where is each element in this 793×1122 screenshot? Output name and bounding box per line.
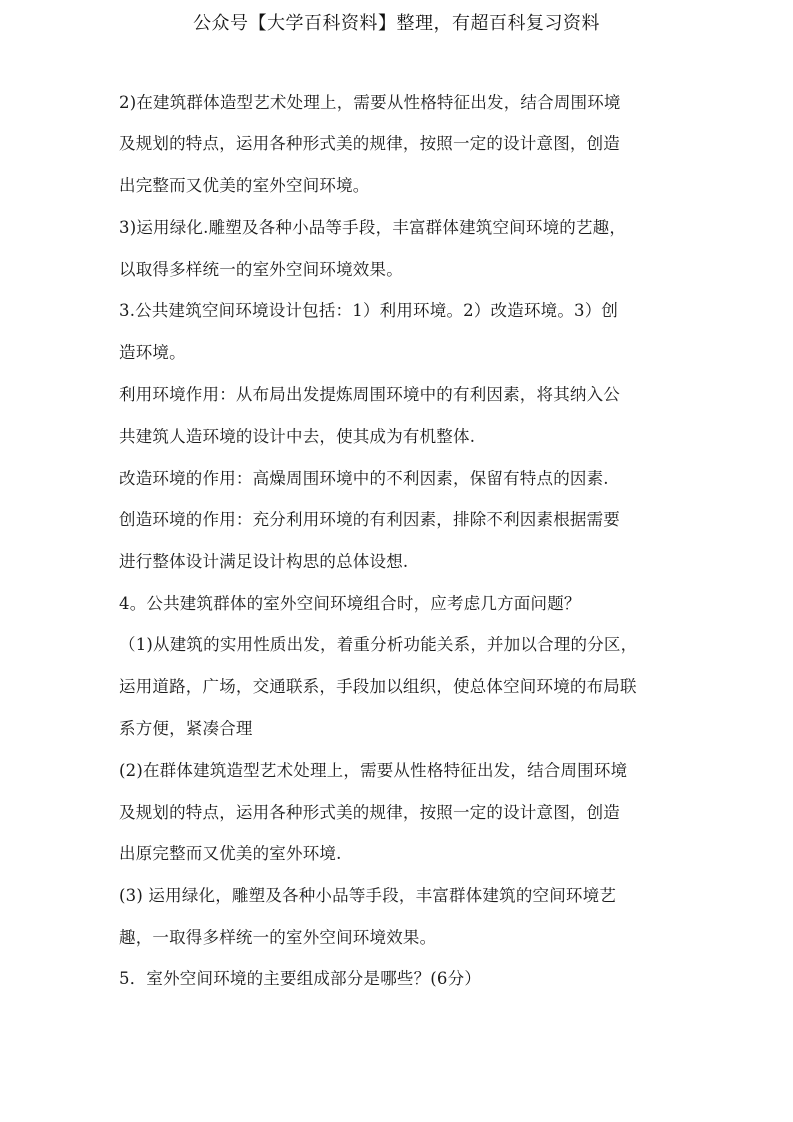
text-line: 出原完整而又优美的室外环境. bbox=[119, 844, 342, 863]
text-line: 创造环境的作用：充分利用环境的有利因素，排除不利因素根据需要 bbox=[119, 510, 620, 529]
text-line: 利用环境作用：从布局出发提炼周围环境中的有利因素，将其纳入公 bbox=[119, 385, 620, 404]
text-line: 以取得多样统一的室外空间环境效果。 bbox=[119, 260, 403, 279]
text-line: 运用道路，广场，交通联系，手段加以组织，使总体空间环境的布局联 bbox=[119, 677, 637, 696]
text-line: 4。公共建筑群体的室外空间环境组合时，应考虑几方面问题？ bbox=[119, 594, 581, 613]
text-line: 系方便，紧凑合理 bbox=[119, 719, 253, 738]
text-line: 3.公共建筑空间环境设计包括：1）利用环境。2）改造环境。3）创 bbox=[119, 301, 619, 320]
text-line: 出完整而又优美的室外空间环境。 bbox=[119, 176, 370, 195]
text-line: (3) 运用绿化，雕塑及各种小品等手段，丰富群体建筑的空间环境艺 bbox=[119, 886, 617, 905]
text-line: 5．室外空间环境的主要组成部分是哪些？(6分） bbox=[119, 969, 482, 988]
text-line: 改造环境的作用：高燥周围环境中的不利因素，保留有特点的因素. bbox=[119, 469, 609, 488]
text-line: 2)在建筑群体造型艺术处理上，需要从性格特征出发，结合周围环境 bbox=[119, 93, 621, 112]
text-line: 造环境。 bbox=[119, 343, 186, 362]
text-line: 进行整体设计满足设计构思的总体设想. bbox=[119, 552, 409, 571]
text-line: 及规划的特点，运用各种形式美的规律，按照一定的设计意图，创造 bbox=[119, 134, 620, 153]
text-line: （1)从建筑的实用性质出发，着重分析功能关系，并加以合理的分区， bbox=[119, 635, 638, 654]
text-line: 3)运用绿化.雕塑及各种小品等手段，丰富群体建筑空间环境的艺趣， bbox=[119, 218, 627, 237]
text-line: (2)在群体建筑造型艺术处理上，需要从性格特征出发，结合周围环境 bbox=[119, 761, 628, 780]
page-header: 公众号【大学百科资料】整理，有超百科复习资料 bbox=[193, 13, 600, 34]
text-line: 共建筑人造环境的设计中去，使其成为有机整体. bbox=[119, 427, 476, 446]
text-line: 趣，一取得多样统一的室外空间环境效果。 bbox=[119, 928, 437, 947]
text-line: 及规划的特点，运用各种形式美的规律，按照一定的设计意图，创造 bbox=[119, 803, 620, 822]
